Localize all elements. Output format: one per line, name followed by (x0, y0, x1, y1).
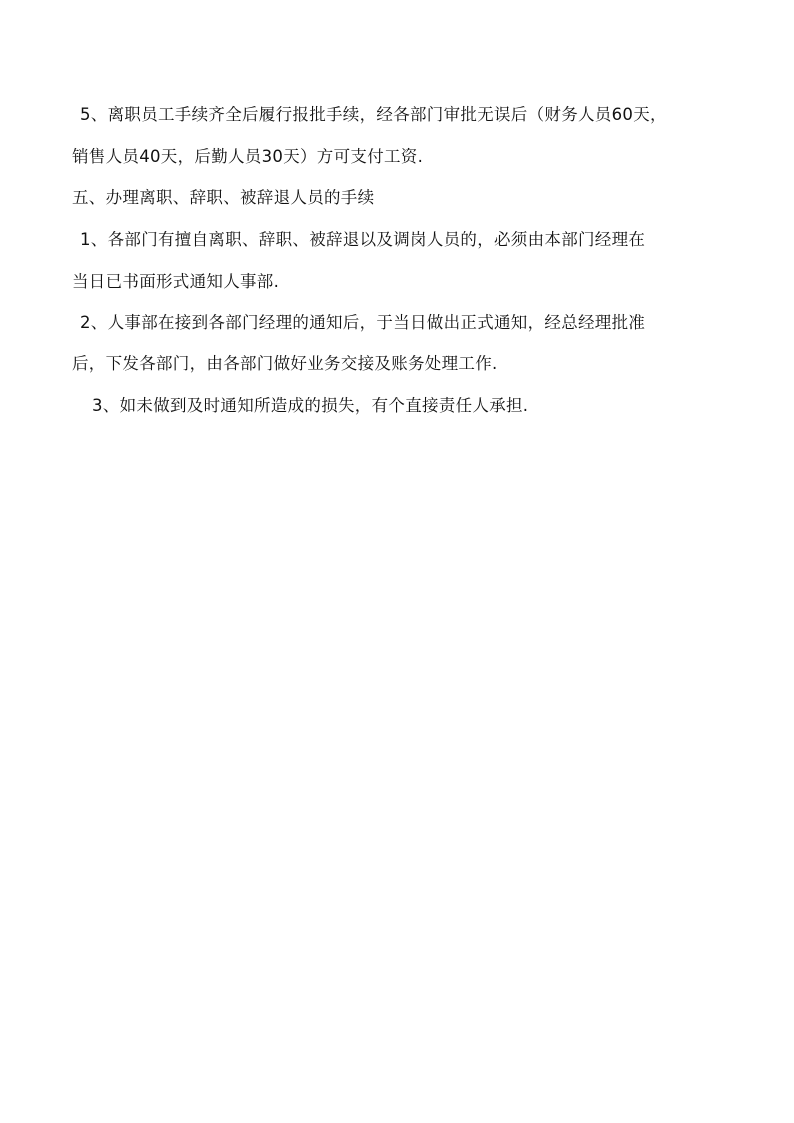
item-5-line-2: 销售人员40天，后勤人员30天）方可支付工资. (72, 147, 424, 166)
section-5-item-1-line-1: 1、各部门有擅自离职、辞职、被辞退以及调岗人员的，必须由本部门经理在 (80, 230, 646, 249)
section-5-heading: 五、办理离职、辞职、被辞退人员的手续 (72, 188, 375, 207)
section-5-item-2-line-2: 后，下发各部门，由各部门做好业务交接及账务处理工作. (72, 354, 498, 373)
item-5-line-1: 5、离职员工手续齐全后履行报批手续，经各部门审批无误后（财务人员60天， (80, 105, 667, 124)
section-5-item-2-line-1: 2、人事部在接到各部门经理的通知后，于当日做出正式通知，经总经理批准 (80, 313, 646, 332)
section-5-item-1-line-2: 当日已书面形式通知人事部. (72, 272, 280, 291)
section-5-item-3: 3、如未做到及时通知所造成的损失，有个直接责任人承担. (92, 396, 529, 415)
